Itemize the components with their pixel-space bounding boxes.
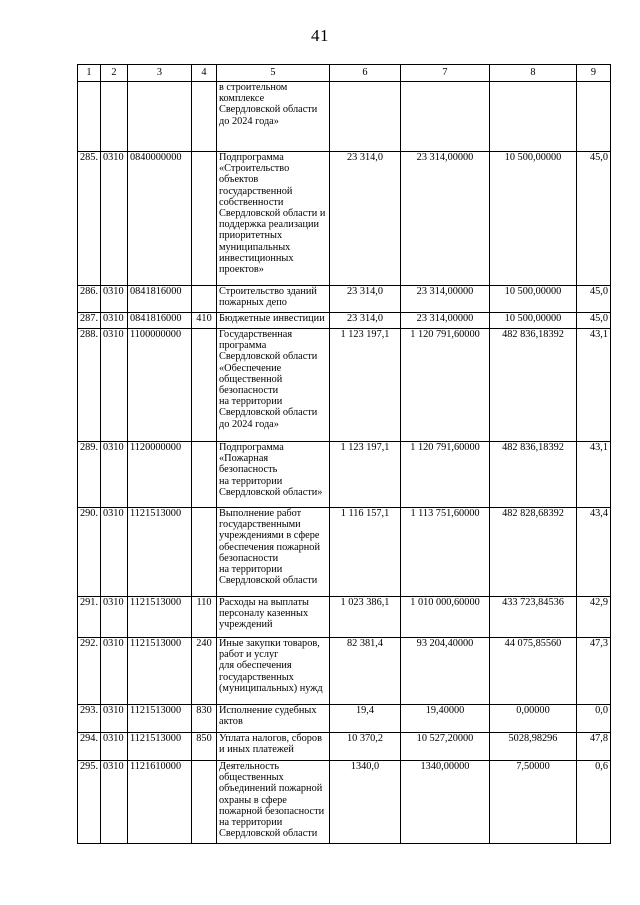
percent-col9: 45,0 bbox=[577, 313, 611, 329]
value-col8: 10 500,00000 bbox=[490, 152, 577, 286]
value-col8: 10 500,00000 bbox=[490, 313, 577, 329]
percent-col9: 43,1 bbox=[577, 329, 611, 442]
table-row bbox=[78, 733, 611, 761]
target-code: 0841816000 bbox=[128, 286, 192, 313]
percent-col9: 47,3 bbox=[577, 638, 611, 705]
section-code: 0310 bbox=[101, 442, 128, 508]
expense-type-code bbox=[192, 329, 217, 442]
value-col8: 44 075,85560 bbox=[490, 638, 577, 705]
row-number: 288. bbox=[78, 329, 101, 442]
value-col8: 0,00000 bbox=[490, 705, 577, 733]
value-col6: 23 314,0 bbox=[330, 286, 401, 313]
target-code: 1100000000 bbox=[128, 329, 192, 442]
item-name: Подпрограмма «Строительство объектов государственной собственности Свердловской области и поддержка реализации приоритетных муниципальных инвестиционных проектов» bbox=[217, 152, 330, 286]
item-name: Исполнение судебных актов bbox=[217, 705, 330, 733]
value-col6: 23 314,0 bbox=[330, 313, 401, 329]
section-code: 0310 bbox=[101, 638, 128, 705]
section-code: 0310 bbox=[101, 705, 128, 733]
header-cell: 6 bbox=[330, 65, 401, 82]
percent-col9: 45,0 bbox=[577, 152, 611, 286]
target-code: 1121513000 bbox=[128, 705, 192, 733]
item-name: Выполнение работ государственными учреждениями в сфере обеспечения пожарной безопасности на территории Свердловской области bbox=[217, 508, 330, 597]
section-code: 0310 bbox=[101, 733, 128, 761]
value-col7: 1340,00000 bbox=[401, 761, 490, 844]
value-col6: 1 123 197,1 bbox=[330, 442, 401, 508]
value-col7: 23 314,00000 bbox=[401, 313, 490, 329]
value-col7: 93 204,40000 bbox=[401, 638, 490, 705]
expense-type-code bbox=[192, 152, 217, 286]
value-col6: 1 123 197,1 bbox=[330, 329, 401, 442]
table-row bbox=[78, 82, 611, 152]
percent-col9: 43,4 bbox=[577, 508, 611, 597]
value-col6 bbox=[330, 82, 401, 152]
target-code bbox=[128, 82, 192, 152]
table-row bbox=[78, 638, 611, 705]
row-number: 291. bbox=[78, 597, 101, 638]
value-col7: 1 120 791,60000 bbox=[401, 442, 490, 508]
percent-col9: 47,8 bbox=[577, 733, 611, 761]
target-code: 1121513000 bbox=[128, 733, 192, 761]
expense-type-code: 410 bbox=[192, 313, 217, 329]
expense-type-code bbox=[192, 442, 217, 508]
header-cell: 2 bbox=[101, 65, 128, 82]
expense-type-code bbox=[192, 508, 217, 597]
value-col8: 482 828,68392 bbox=[490, 508, 577, 597]
value-col6: 23 314,0 bbox=[330, 152, 401, 286]
value-col8: 482 836,18392 bbox=[490, 442, 577, 508]
table-row bbox=[78, 313, 611, 329]
value-col6: 19,4 bbox=[330, 705, 401, 733]
table-row bbox=[78, 508, 611, 597]
table-row bbox=[78, 761, 611, 844]
percent-col9: 0,0 bbox=[577, 705, 611, 733]
item-name: Строительство зданий пожарных депо bbox=[217, 286, 330, 313]
row-number bbox=[78, 82, 101, 152]
expense-type-code: 240 bbox=[192, 638, 217, 705]
row-number: 293. bbox=[78, 705, 101, 733]
header-cell: 7 bbox=[401, 65, 490, 82]
value-col8: 482 836,18392 bbox=[490, 329, 577, 442]
section-code: 0310 bbox=[101, 761, 128, 844]
table-row bbox=[78, 152, 611, 286]
header-row bbox=[78, 65, 611, 82]
item-name: Бюджетные инвестиции bbox=[217, 313, 330, 329]
row-number: 295. bbox=[78, 761, 101, 844]
percent-col9 bbox=[577, 82, 611, 152]
value-col8: 5028,98296 bbox=[490, 733, 577, 761]
percent-col9: 43,1 bbox=[577, 442, 611, 508]
value-col6: 82 381,4 bbox=[330, 638, 401, 705]
item-name: Подпрограмма «Пожарная безопасность на территории Свердловской области» bbox=[217, 442, 330, 508]
budget-table bbox=[77, 64, 611, 844]
expense-type-code: 850 bbox=[192, 733, 217, 761]
section-code bbox=[101, 82, 128, 152]
section-code: 0310 bbox=[101, 329, 128, 442]
item-name: Государственная программа Свердловской области «Обеспечение общественной безопасности на территории Свердловской области до 2024 года» bbox=[217, 329, 330, 442]
value-col7: 10 527,20000 bbox=[401, 733, 490, 761]
percent-col9: 0,6 bbox=[577, 761, 611, 844]
row-number: 289. bbox=[78, 442, 101, 508]
target-code: 1121513000 bbox=[128, 597, 192, 638]
section-code: 0310 bbox=[101, 597, 128, 638]
page-number: 41 bbox=[311, 26, 329, 45]
value-col6: 1 116 157,1 bbox=[330, 508, 401, 597]
value-col8: 7,50000 bbox=[490, 761, 577, 844]
target-code: 1121513000 bbox=[128, 508, 192, 597]
value-col7: 23 314,00000 bbox=[401, 286, 490, 313]
value-col6: 1 023 386,1 bbox=[330, 597, 401, 638]
row-number: 286. bbox=[78, 286, 101, 313]
item-name: Иные закупки товаров, работ и услуг для обеспечения государственных (муниципальных) нужд bbox=[217, 638, 330, 705]
header-cell: 9 bbox=[577, 65, 611, 82]
value-col6: 10 370,2 bbox=[330, 733, 401, 761]
value-col6: 1340,0 bbox=[330, 761, 401, 844]
target-code: 1120000000 bbox=[128, 442, 192, 508]
item-name: Расходы на выплаты персоналу казенных учреждений bbox=[217, 597, 330, 638]
header-cell: 1 bbox=[78, 65, 101, 82]
expense-type-code: 830 bbox=[192, 705, 217, 733]
value-col8: 10 500,00000 bbox=[490, 286, 577, 313]
table-row bbox=[78, 329, 611, 442]
table-row bbox=[78, 705, 611, 733]
header-cell: 4 bbox=[192, 65, 217, 82]
item-name: в строительном комплексе Свердловской области до 2024 года» bbox=[217, 82, 330, 152]
table-row bbox=[78, 286, 611, 313]
expense-type-code bbox=[192, 82, 217, 152]
item-name: Уплата налогов, сборов и иных платежей bbox=[217, 733, 330, 761]
target-code: 1121610000 bbox=[128, 761, 192, 844]
header-cell: 5 bbox=[217, 65, 330, 82]
row-number: 292. bbox=[78, 638, 101, 705]
section-code: 0310 bbox=[101, 286, 128, 313]
value-col7: 1 113 751,60000 bbox=[401, 508, 490, 597]
section-code: 0310 bbox=[101, 508, 128, 597]
row-number: 285. bbox=[78, 152, 101, 286]
expense-type-code bbox=[192, 286, 217, 313]
header-cell: 8 bbox=[490, 65, 577, 82]
expense-type-code: 110 bbox=[192, 597, 217, 638]
value-col7: 1 010 000,60000 bbox=[401, 597, 490, 638]
target-code: 0841816000 bbox=[128, 313, 192, 329]
section-code: 0310 bbox=[101, 313, 128, 329]
row-number: 287. bbox=[78, 313, 101, 329]
item-name: Деятельность общественных объединений пожарной охраны в сфере пожарной безопасности на территории Свердловской области bbox=[217, 761, 330, 844]
row-number: 294. bbox=[78, 733, 101, 761]
expense-type-code bbox=[192, 761, 217, 844]
table-row bbox=[78, 597, 611, 638]
percent-col9: 45,0 bbox=[577, 286, 611, 313]
target-code: 1121513000 bbox=[128, 638, 192, 705]
table-row bbox=[78, 442, 611, 508]
row-number: 290. bbox=[78, 508, 101, 597]
percent-col9: 42,9 bbox=[577, 597, 611, 638]
header-cell: 3 bbox=[128, 65, 192, 82]
section-code: 0310 bbox=[101, 152, 128, 286]
value-col7 bbox=[401, 82, 490, 152]
value-col8 bbox=[490, 82, 577, 152]
value-col7: 1 120 791,60000 bbox=[401, 329, 490, 442]
value-col7: 19,40000 bbox=[401, 705, 490, 733]
value-col7: 23 314,00000 bbox=[401, 152, 490, 286]
value-col8: 433 723,84536 bbox=[490, 597, 577, 638]
target-code: 0840000000 bbox=[128, 152, 192, 286]
